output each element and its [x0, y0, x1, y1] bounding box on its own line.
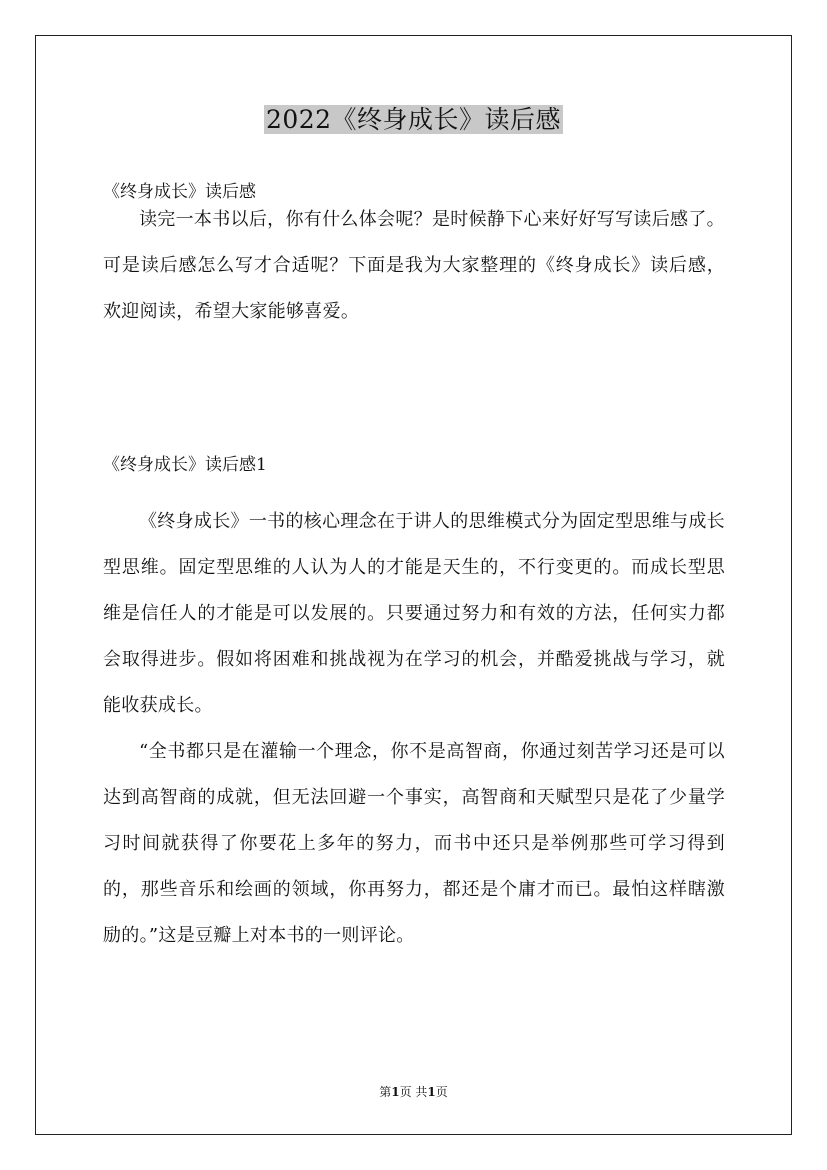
- footer-page-total: 1: [427, 1085, 436, 1099]
- section1-paragraph-1: 《终身成长》一书的核心理念在于讲人的思维模式分为固定型思维与成长型思维。固定型思维的人认为人的才能是天生的，不行变更的。而成长型思维是信任人的才能是可以发展的。只要通过努力和有效的方法，任何实力都会取得进步。假如将困难和挑战视为在学习的机会，并酷爱挑战与学习，就能收获成长。: [103, 511, 725, 716]
- footer-mid: 页 共: [399, 1085, 428, 1099]
- page-footer: [0, 1083, 827, 1101]
- section1-block: [103, 499, 725, 959]
- intro-block: [103, 197, 725, 335]
- footer-prefix: 第: [379, 1085, 392, 1099]
- footer-page-number: 1: [391, 1085, 400, 1099]
- section1-paragraph-2: “全书都只是在灌输一个理念，你不是高智商，你通过刻苦学习还是可以达到高智商的成就，但无法回避一个事实，高智商和天赋型只是花了少量学习时间就获得了你要花上多年的努力，而书中还只是举例那些可学习得到的，那些音乐和绘画的领域，你再努力，都还是个庸才而已。最怕这样瞎激励的。”这是豆瓣上对本书的一则评论。: [103, 741, 725, 946]
- intro-heading: 《终身成长》读后感: [103, 182, 256, 202]
- intro-paragraph: 读完一本书以后，你有什么体会呢？是时候静下心来好好写写读后感了。可是读后感怎么写才合适呢？下面是我为大家整理的《终身成长》读后感，欢迎阅读，希望大家能够喜爱。: [103, 209, 725, 322]
- document-title-text: 2022《终身成长》读后感: [265, 105, 562, 134]
- document-title: [0, 100, 827, 140]
- footer-suffix: 页: [435, 1085, 448, 1099]
- section1-heading: 《终身成长》读后感1: [103, 455, 267, 475]
